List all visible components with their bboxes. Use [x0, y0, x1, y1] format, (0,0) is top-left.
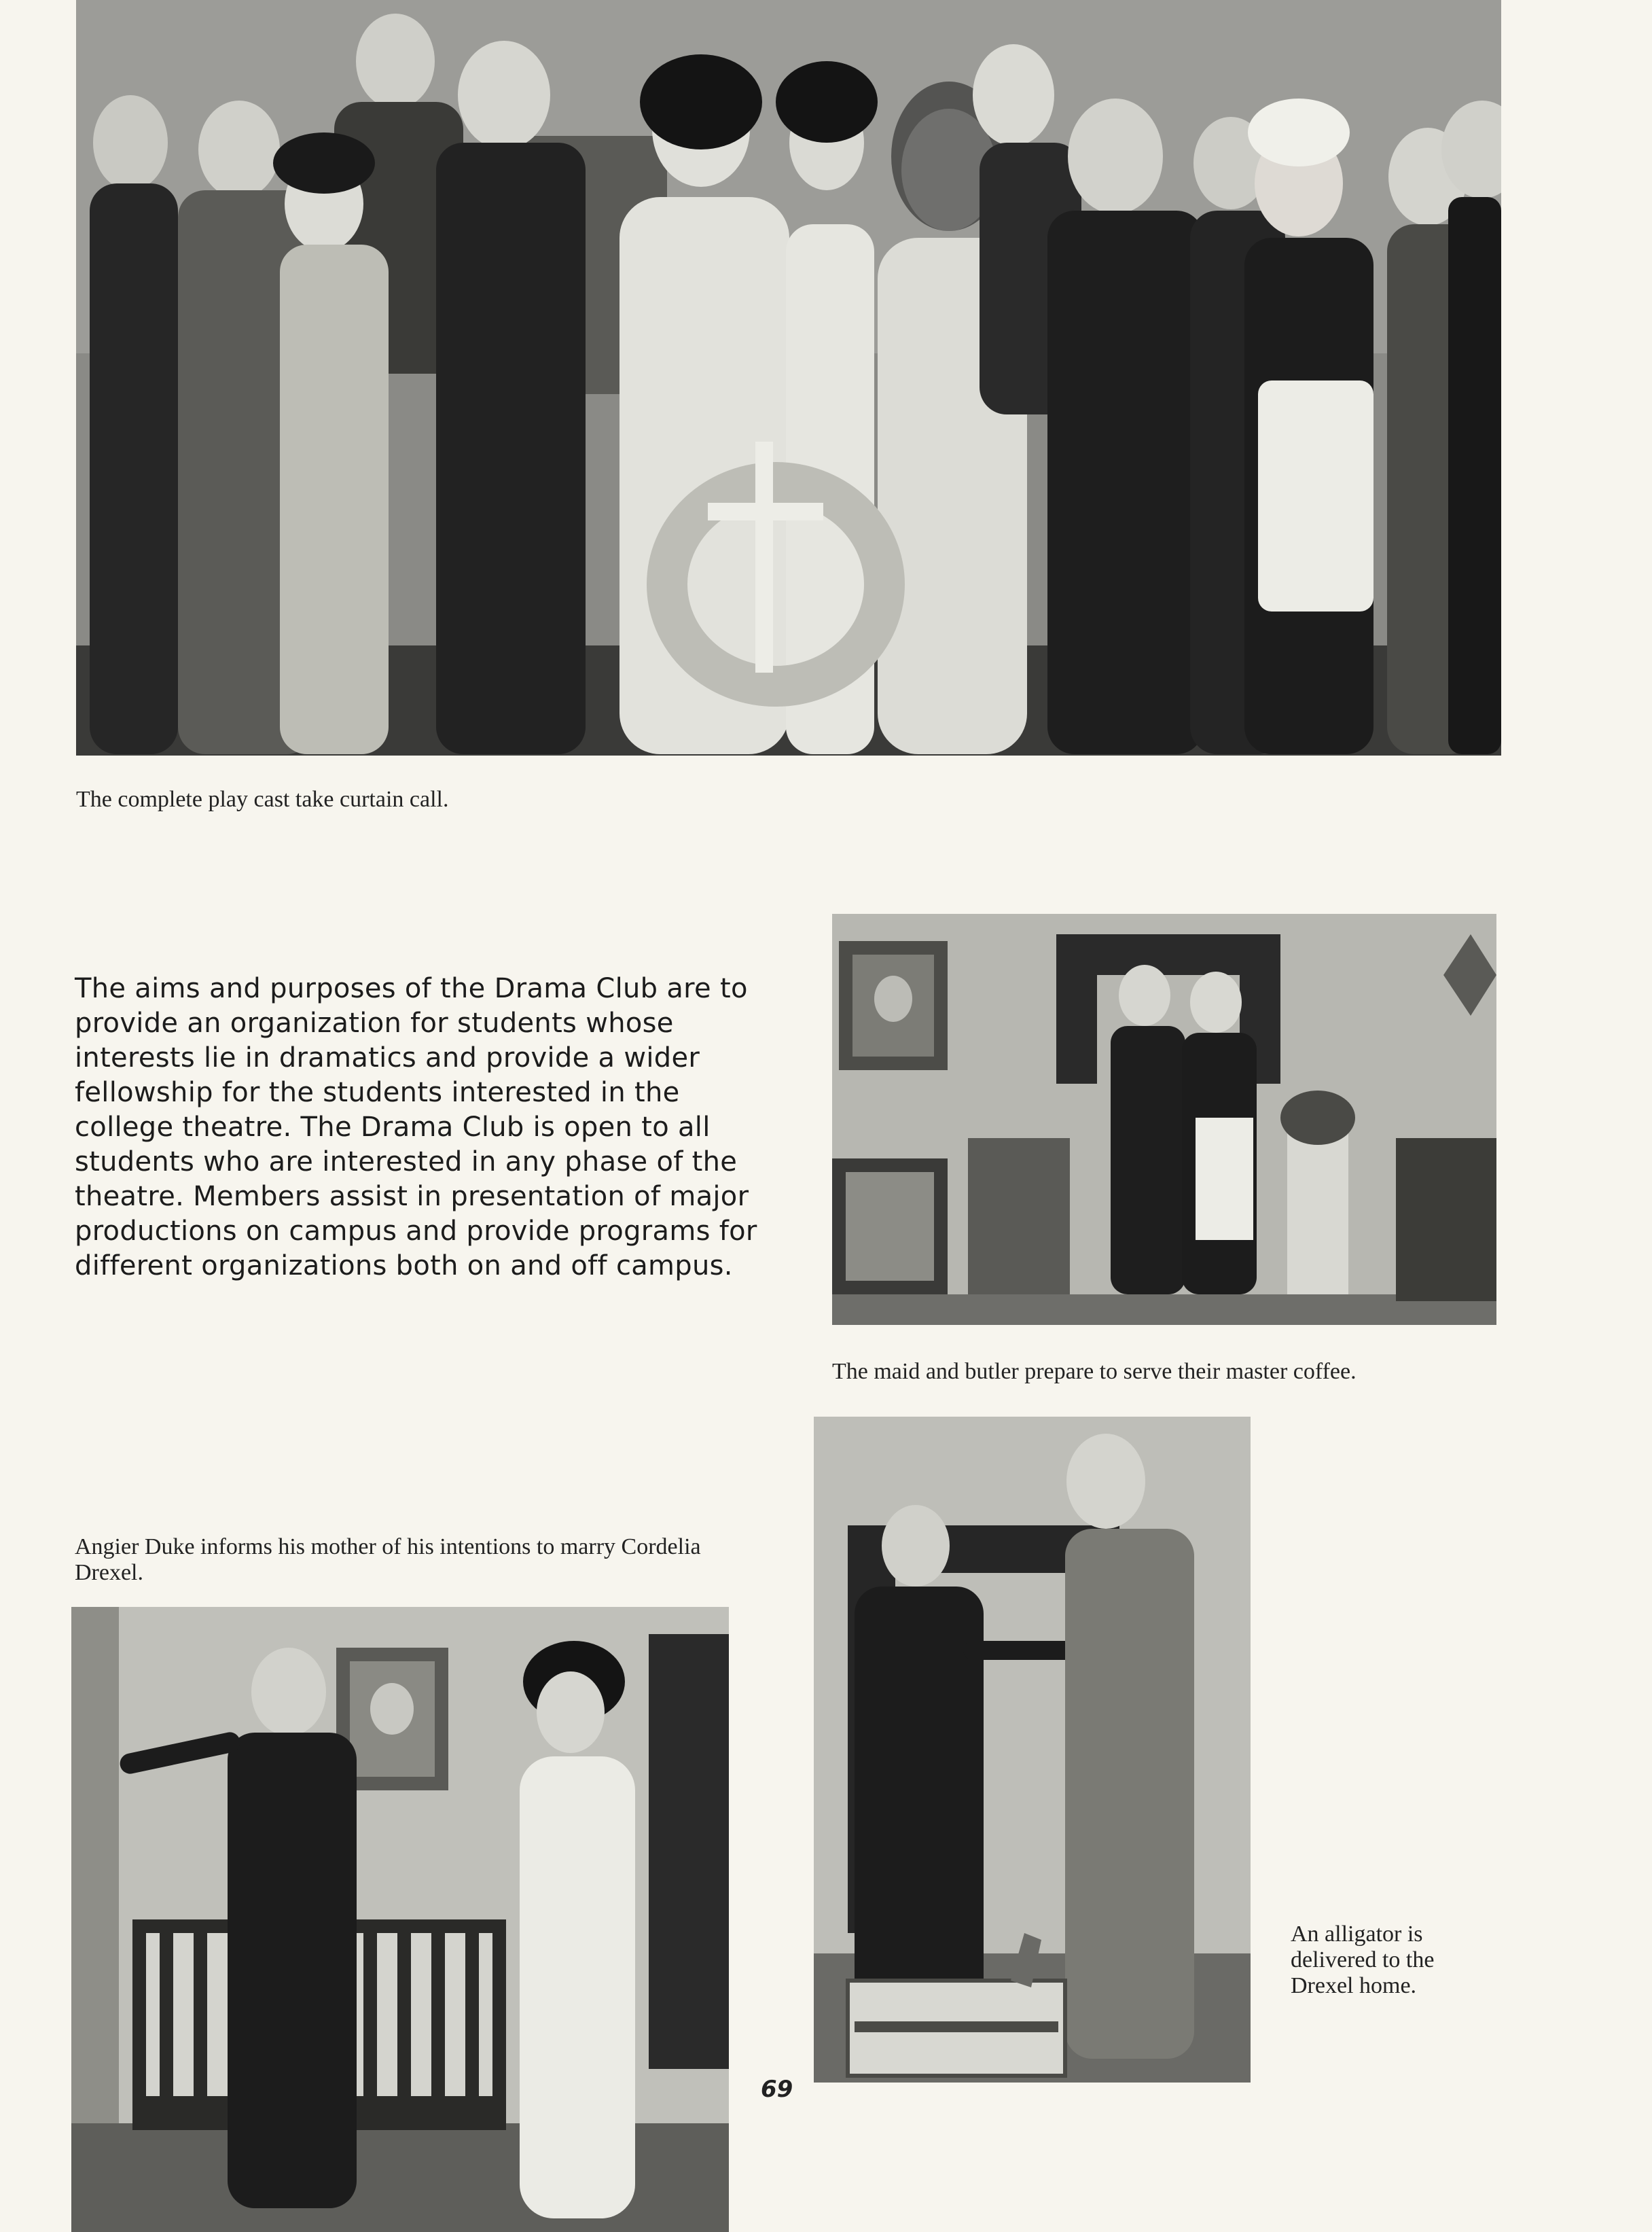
photo-curtain-call: [76, 0, 1501, 756]
photo-maid-butler: [832, 914, 1496, 1325]
caption-curtain-call: The complete play cast take curtain call.: [76, 787, 449, 812]
caption-angier-duke: Angier Duke informs his mother of his intentions to marry Cordelia Drexel.: [75, 1534, 701, 1585]
page-number: 69: [761, 2076, 793, 2103]
photo-angier-duke: [71, 1607, 729, 2232]
caption-maid-butler: The maid and butler prepare to serve their master coffee.: [832, 1359, 1357, 1384]
drama-club-description: The aims and purposes of the Drama Club are to provide an organization for students whose interests lie in dramatics and provide a wider fellowship for the students interested in the college theatre. The Drama Club is open to all students who are interested in any phase of the theatre. Members assist in presentation of major productions on campus and provide programs for different organizations both on and off campus.: [75, 973, 757, 1281]
caption-alligator: An alligator is delivered to the Drexel home.: [1291, 1921, 1435, 1998]
photo-alligator-delivery: [814, 1417, 1251, 2083]
